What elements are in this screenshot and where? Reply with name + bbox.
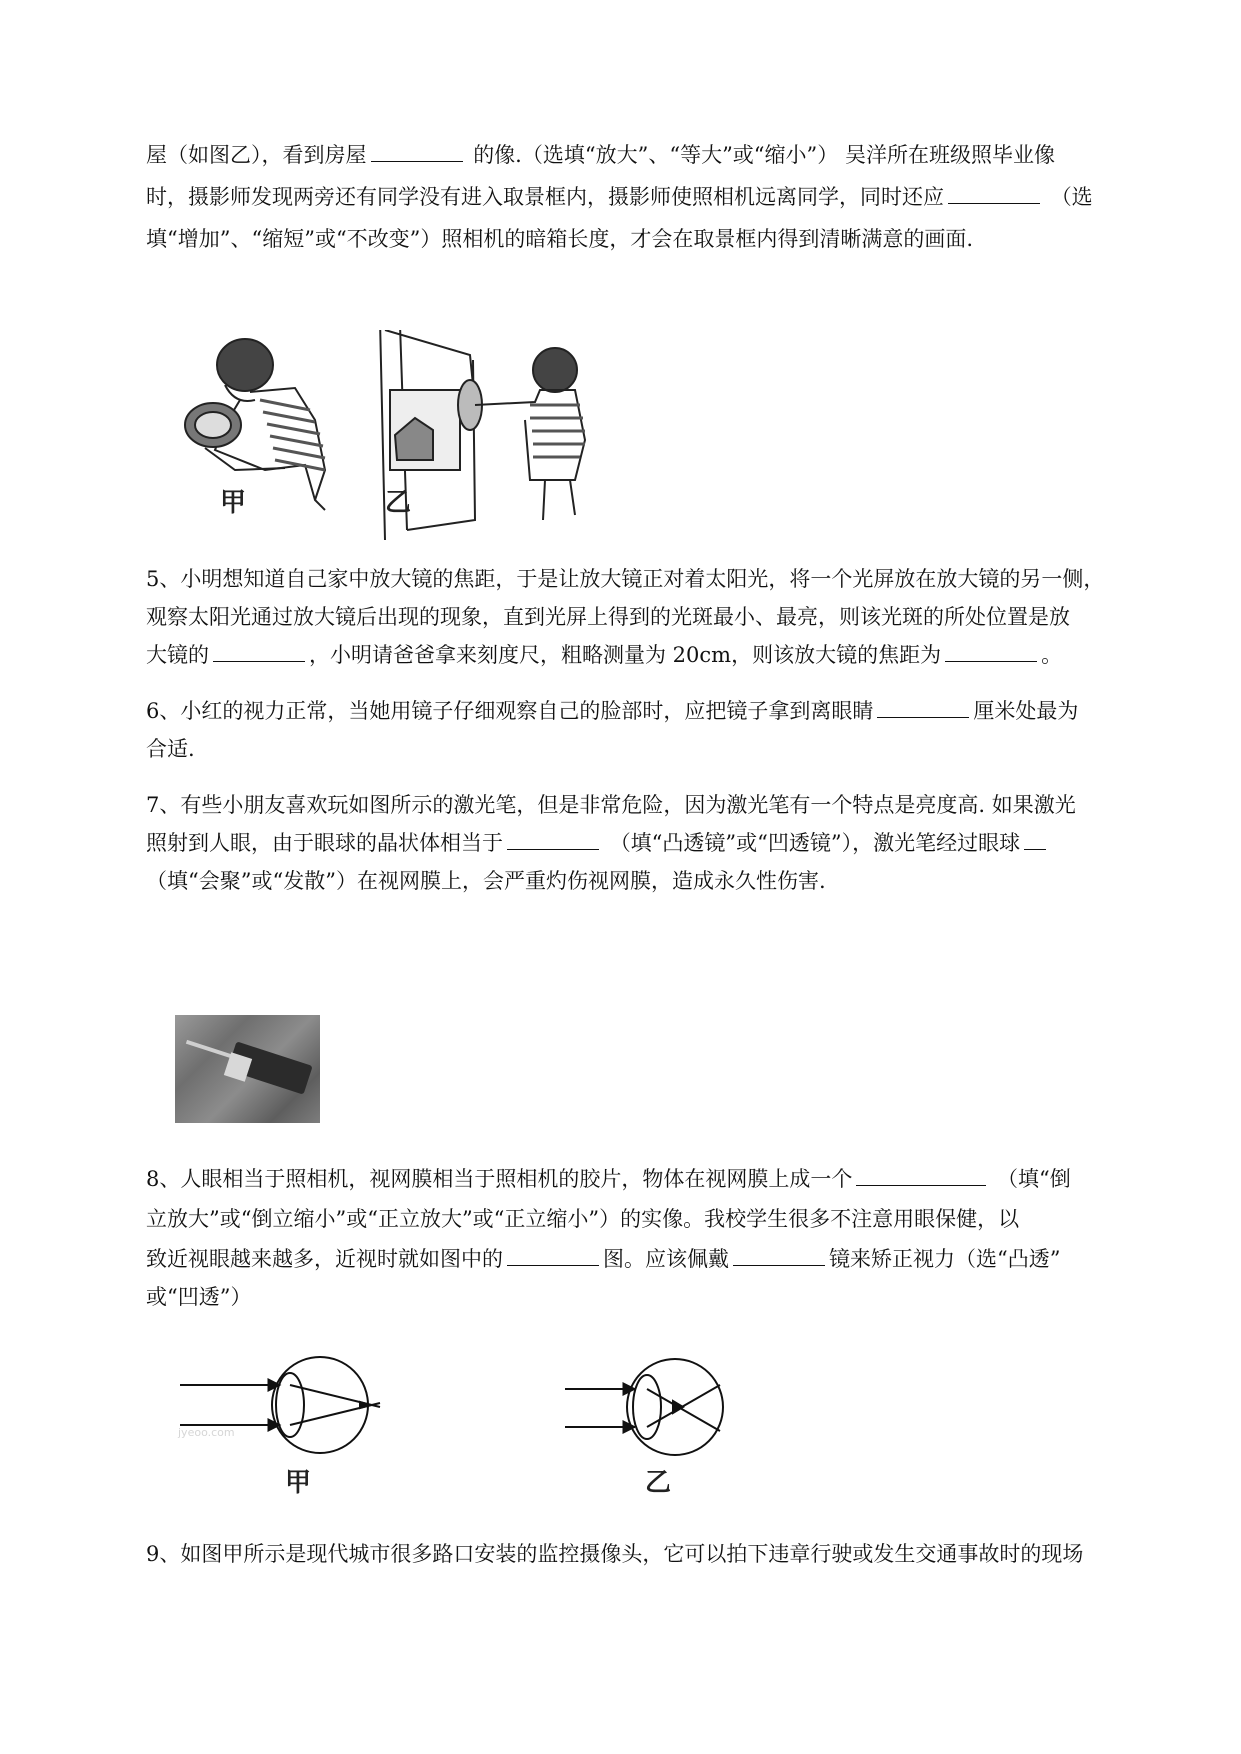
- q7-text: （填“凸透镜”或“凹透镜”），激光笔经过眼球: [609, 831, 1021, 855]
- q8-text: 8、人眼相当于照相机，视网膜相当于照相机的胶片，物体在视网膜上成一个: [146, 1167, 853, 1191]
- q7-text: （填“会聚”或“发散”）在视网膜上，会严重灼伤视网膜，造成永久性伤害.: [146, 869, 826, 893]
- q8-text: 致近视眼越来越多，近视时就如图中的: [146, 1247, 503, 1271]
- eye-diagram-yi: [565, 1359, 723, 1455]
- figure-caption-yi: 乙: [385, 488, 412, 518]
- q5-text: 大镜的: [146, 643, 209, 667]
- q4-line-2: [146, 183, 1146, 211]
- q5-line-2: [146, 603, 1146, 631]
- q8-text: 或“凹透”）: [146, 1285, 252, 1309]
- q5-line-1: [146, 565, 1146, 593]
- q5-text: 观察太阳光通过放大镜后出现的现象，直到光屏上得到的光斑最小、最亮，则该光斑的所处位置是放: [146, 605, 1070, 629]
- answer-blank[interactable]: [948, 185, 1040, 204]
- q7-line-2: [146, 829, 1146, 857]
- q9-text: 9、如图甲所示是现代城市很多路口安装的监控摄像头，它可以拍下违章行驶或发生交通事故时的现场: [146, 1542, 1084, 1566]
- q7-line-3: [146, 867, 1146, 895]
- boy-magnifier-figure: [185, 339, 325, 510]
- q4-text: （选: [1050, 185, 1093, 209]
- watermark-text: jyeoo.com: [178, 1426, 235, 1439]
- q4-text: 填“增加”、“缩短”或“不改变”）照相机的暗箱长度，才会在取景框内得到清晰满意的画面.: [146, 227, 974, 251]
- q8-text: 立放大”或“倒立缩小”或“正立放大”或“正立缩小”）的实像。我校学生很多不注意用眼保健，以: [146, 1207, 1020, 1231]
- laser-pen-photo: [175, 1015, 320, 1123]
- q6-text: 合适.: [146, 737, 195, 761]
- answer-blank[interactable]: [1024, 831, 1046, 850]
- q6-line-1: [146, 697, 1146, 725]
- q4-text: 的像.（选填“放大”、“等大”或“缩小”） 吴洋所在班级照毕业像: [473, 143, 1055, 167]
- q7-text: 照射到人眼，由于眼球的晶状体相当于: [146, 831, 503, 855]
- q5-text: ，小明请爸爸拿来刻度尺，粗略测量为 20cm，则该放大镜的焦距为: [309, 643, 942, 667]
- q6-text: 6、小红的视力正常，当她用镜子仔细观察自己的脸部时，应把镜子拿到离眼睛: [146, 699, 874, 723]
- answer-blank[interactable]: [213, 643, 305, 662]
- q6-line-2: [146, 735, 1146, 763]
- q8-text: （填“倒: [997, 1167, 1071, 1191]
- answer-blank[interactable]: [733, 1247, 825, 1266]
- answer-blank[interactable]: [507, 1247, 599, 1266]
- q8-line-3: [146, 1245, 1146, 1273]
- q8-line-1: [146, 1165, 1146, 1193]
- figure-caption-jia: 甲: [220, 488, 247, 518]
- q8-text: 镜来矫正视力（选“凸透”: [829, 1247, 1061, 1271]
- q5-text: 。: [1041, 643, 1063, 667]
- q9-line-1: [146, 1540, 1146, 1568]
- answer-blank[interactable]: [507, 831, 599, 850]
- q8-text: 图。应该佩戴: [603, 1247, 729, 1271]
- magnifier-illustration: [175, 330, 645, 560]
- eye-caption-jia: 甲: [285, 1468, 312, 1498]
- q4-line-3: [146, 225, 1146, 253]
- q4-text: 时，摄影师发现两旁还有同学没有进入取景框内，摄影师使照相机远离同学，同时还应: [146, 185, 944, 209]
- eye-caption-yi: 乙: [645, 1468, 672, 1498]
- q8-line-2: [146, 1205, 1146, 1233]
- q7-text: 7、有些小朋友喜欢玩如图所示的激光笔，但是非常危险，因为激光笔有一个特点是亮度高. 如果激光: [146, 793, 1076, 817]
- q4-text: 屋（如图乙），看到房屋: [146, 143, 367, 167]
- q5-line-3: [146, 641, 1146, 669]
- answer-blank[interactable]: [945, 643, 1037, 662]
- q6-text: 厘米处最为: [973, 699, 1079, 723]
- answer-blank[interactable]: [371, 143, 463, 162]
- answer-blank[interactable]: [856, 1167, 986, 1186]
- answer-blank[interactable]: [877, 699, 969, 718]
- q7-line-1: [146, 791, 1146, 819]
- q8-line-4: [146, 1283, 1146, 1311]
- q5-text: 5、小明想知道自己家中放大镜的焦距，于是让放大镜正对着太阳光，将一个光屏放在放大镜的另一侧，: [146, 567, 1105, 591]
- q4-line-1: [146, 141, 1146, 169]
